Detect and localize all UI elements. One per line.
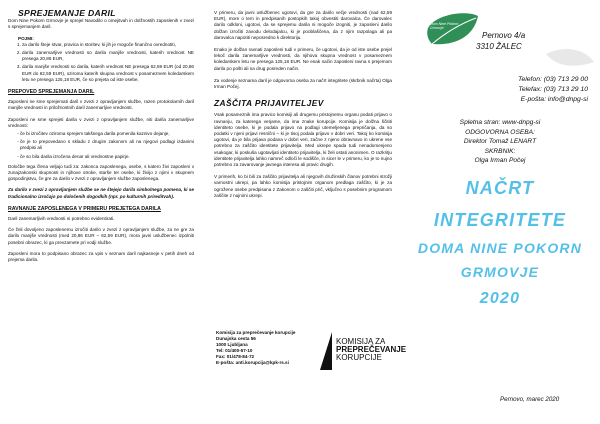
definitions-list	[8, 42, 194, 83]
paragraph: Zaposleni ne sme sprejemati daril v zvezi z opravljanjem službe, razen protokolarnih daril manjše vrednosti in priložnostnih daril zanemarljive vrednosti.	[8, 99, 194, 111]
kpk-logo-text	[336, 338, 406, 363]
email-text: E-pošta: info@dnpg-si	[520, 96, 588, 103]
definitions-label: POJMI:	[18, 35, 34, 41]
kpk-line: 1000 Ljubljana	[216, 342, 248, 347]
website-text: Spletna stran: www-dnpg-si	[459, 119, 541, 126]
paragraph: V primeru, da javni uslužbenec ugotovi, da gre za darilo večje vrednosti (nad 62,59 EUR), more o tem in predpisanih postopkih takoj obvestiti darovalca. Če darovalec darilo odkloni, ugotovi, da se sprejemu darila ni mogoče izogniti, je zaposleni darilo dolžan izročiti zavodu delodajalcu, ki je pooblaščena, da z njim razpolaga ali pa darovalca napotiti neposredno k direktoriju.	[214, 10, 392, 40]
address-line2: 3310 ŽALEC	[476, 42, 522, 51]
definition-item: 3. darila manjše vrednosti so darila, katerih vrednost NE presega 62,59 EUR (od 20,86 EUR do 62,59 EUR), oziroma katerih skupna vrednost v posameznem koledarskem letu ne presega 125,18 EUR, če so prejeta od iste osebe,	[22, 64, 194, 83]
logo-caption: Dom Nine Pokorn Grmovje	[430, 22, 459, 31]
phone-text: Telefon: (03) 713 29 00	[517, 76, 588, 83]
kpk-logo-icon	[318, 330, 334, 372]
kpk-logo-line: KOMISIJA ZA	[336, 337, 386, 346]
footer-date: Pernovo, marec 2020	[500, 396, 560, 403]
title-line4: GRMOVJE	[460, 264, 540, 280]
kpk-logo-line: KORUPCIJE	[336, 353, 382, 363]
contact-block	[400, 75, 600, 105]
left-column	[0, 0, 200, 424]
intro-text: Dom Nine Pokorn Grmovje je sprejel Navodilo o omejitvah in dolžnostih zaposlenih v zvezi s sprejemanjem daril.	[8, 18, 194, 30]
responsible-name: Direktor Tomaž LENART	[463, 138, 537, 146]
responsible-label: ODGOVORNA OSEBA:	[465, 128, 535, 136]
kpk-line: Fax: 01/478-84-72	[216, 354, 255, 359]
kpk-line: Komisija za preprečevanje korupcije	[216, 330, 296, 335]
kpk-logo-line: PREPREČEVANJE	[336, 345, 407, 355]
paragraph: Zaposleni ne sme sprejeti darila v zvezi z opravljanjem službe, niti darila zanemarljive vrednosti:	[8, 116, 194, 128]
kpk-line: Tel: 01/400-57-10	[216, 348, 253, 353]
paragraph: Enako je dolžan ravnati zaposleni tudi v primeru, če ugotovi, da je od iste osebe prejel tekoč darila zanemarljive vrednosti, da njihova skupna vrednost v posameznem koledarskem letu ne presega 125,18 EUR. Ne enak način zaposleni ravna s prejemom darila po pošti ali na drug posreden način.	[214, 47, 392, 71]
definition-item: 2. darila zanemarljive vrednosti so darila manjše vrednosti, katerih vrednost NE presega 20,86 EUR,	[22, 50, 194, 62]
list-item: - če bi izročitev oziroma sprejem takšnega darila pomenila kaznivo dejanje,	[20, 131, 194, 137]
paragraph: Daril zanemarljivih vrednosti ni potrebno evidentirati.	[8, 216, 115, 222]
whistleblower-heading: ZAŠČITA PRIJAVITELJEV	[214, 98, 324, 109]
section-heading-handling: RAVNANJE ZAPOSLENEGA V PRIMERU PREJETEGA DARILA	[8, 205, 161, 212]
paragraph: Zaposleni mora to podpisano obrazec za vpis v seznam daril najkasneje v petih dneh od prejema darila.	[8, 250, 194, 263]
section-heading-prohibition: PREPOVED SPREJEMANJA DARIL	[8, 89, 95, 96]
guardian-name: Olga Irman Počej	[474, 157, 526, 165]
prohibition-list	[8, 131, 194, 160]
right-column	[400, 0, 600, 424]
fax-text: Telefax: (03) 713 29 10	[518, 86, 588, 93]
paragraph: Za vodenje seznama daril je odgovorna oseba za načrt integritete (skrbnik načrta) Olga Irman Počej.	[214, 77, 392, 90]
list-item: - če je to prepovedano s skladu z drugim zakonom ali na njegovi podlagi izdanimi predpisi ali	[20, 139, 194, 151]
title-line3: DOMA NINE POKORN	[417, 240, 583, 256]
gift-acceptance-title: SPREJEMANJE DARIL	[18, 8, 116, 18]
paragraph: Če želi dovoljeno zaposlenemu izročiti darilo v zvezi z opravljanjem službe, za ne gre za darilo manjše vrednosti (med 20,86 EUR – 62,59 EUR), mora javni uslužbenec izpolniti posebni obrazec, ki ga prevzamete pri vodji službe.	[8, 227, 194, 245]
kpk-line: Dunajska cesta 56	[216, 336, 256, 341]
paragraph: V primerih, ko bi bili za zaščito prijavitelja ali njegovih družinskih članov potrebni strožji varnostni ukrepi, pa lahko komisija pristojnim organom predlaga zaščito, ki je za ogrožene osebe predpisana z Zakonom o zaščiti prič, vključno s posebnim programom zaščite z nujnimi ukrepi.	[214, 174, 392, 198]
paragraph: Vsak posameznik ima pravico komisiji ali drugemu pristojnemu organu podati prijavo o ravnanju, za katerega verjame, da ima znake korupcije. Komisija je dolžna ščititi identiteto osebe, ki je podala prijavo na podlagi utemeljenega prepričanja, da so podatki v njeni prijavi resnični – ki je tisoj podala prijavo v dobri veri. Takoj ko komisija ugotovi, da je bila prijava podana v dobri veri, začne z njeno obravnavo in ukrene vse potrebno za zaščito identitete prijavitelja. Med ukrepe spada tudi nenadomenjeno vsakogar, ki poskuša ugotavljati identiteto prijavitelja, ki želi ostati anonimen. O razkritju identitete prijavitelja lahko namreč odloči le sodišče, in sicer le v primeru, ko je to nujno potrebno za zavarovanje javnega interesa ali pravic drugih.	[214, 112, 392, 168]
title-line2: INTEGRITETE	[433, 210, 567, 230]
paragraph: Določbe tega člena veljajo tudi za: zakonca zaposlenega, osebe, s katero živi zaposleni v zunajzakonski skupnosti in njihove otroke, starše ter osebe, ki živijo z njimi v skupnem gospodinjstvu, če gre za darilo v zvezi z opravljanjem službe zaposlenega.	[8, 163, 194, 182]
kpk-line: E-pošta: anti.korupcija@kpk-rs.si	[216, 360, 289, 365]
definition-item: 1. za darilo šteje stvar, pravica in storitev, ki jih je mogoče finančno ovrednotiti,	[22, 42, 194, 48]
address-line1: Pernovo 4/a	[482, 31, 526, 40]
list-item: - če so bila darila izročena denar ali vrednostne papirje.	[20, 154, 194, 160]
paragraph-emphasis: Za darilo v zvezi z opravljanjem službe se ne štejejo darila simbolnega pomena, ki se tradicionalno izročajo po določenih dogodkih (npr. po kulturnih prireditvah).	[8, 187, 194, 199]
title-year: 2020	[479, 290, 521, 307]
title-line1: NAČRT	[465, 178, 535, 198]
address-block	[476, 30, 525, 52]
organization-info	[400, 118, 600, 166]
kpk-contact-block	[216, 330, 295, 366]
guardian-label: SKRBNIK:	[484, 147, 516, 155]
